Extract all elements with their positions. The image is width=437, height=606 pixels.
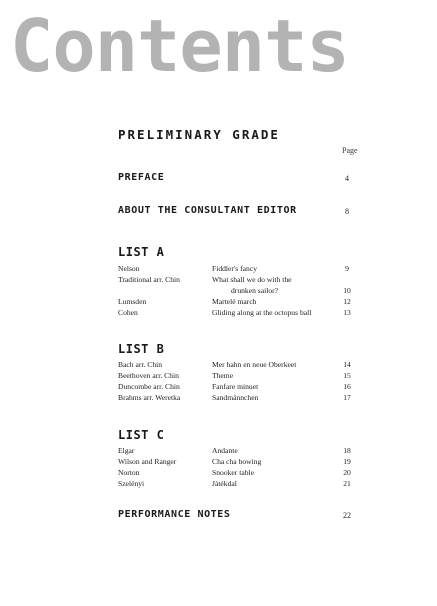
page-column-header: Page <box>342 146 358 155</box>
piece-title: Cha cha bowing <box>212 457 262 466</box>
list-item <box>118 478 358 489</box>
piece-title: Játékdal <box>212 479 237 488</box>
list-item <box>118 274 358 285</box>
page-number: 13 <box>343 308 351 317</box>
list-item <box>118 285 358 296</box>
consultant-editor-heading: ABOUT THE CONSULTANT EDITOR <box>118 205 297 216</box>
piece-title: Snooker table <box>212 468 254 477</box>
piece-title: Fiddler's fancy <box>212 264 258 273</box>
piece-title: Gliding along at the octopus ball <box>212 308 312 317</box>
composer: Beethoven arr. Chin <box>118 371 179 380</box>
composer: Elgar <box>118 446 135 455</box>
piece-title: Sandmännchen <box>212 393 259 402</box>
preface-heading: PREFACE <box>118 172 165 183</box>
list-item <box>118 359 358 370</box>
page-number: 15 <box>343 371 351 380</box>
page-number: 17 <box>343 393 351 402</box>
composer: Lumsden <box>118 297 147 306</box>
performance-notes-page-number: 22 <box>343 511 351 520</box>
composer: Norton <box>118 468 140 477</box>
piece-title: Fanfare minuet <box>212 382 259 391</box>
piece-title: Theme <box>212 371 234 380</box>
page-number: 19 <box>343 457 351 466</box>
piece-title: What shall we do with the <box>212 275 292 284</box>
piece-title: drunken sailor? <box>231 286 279 295</box>
composer: Duncombe arr. Chin <box>118 382 180 391</box>
piece-title: Martelé march <box>212 297 257 306</box>
page-number: 16 <box>343 382 351 391</box>
list-item <box>118 467 358 478</box>
page-number: 14 <box>343 360 351 369</box>
list-c-title: LIST C <box>118 428 165 442</box>
grade-heading: PRELIMINARY GRADE <box>118 127 280 142</box>
performance-notes-heading: PERFORMANCE NOTES <box>118 509 231 520</box>
page-number: 21 <box>343 479 351 488</box>
list-item <box>118 370 358 381</box>
composer: Brahms arr. Weretka <box>118 393 181 402</box>
composer: Nelson <box>118 264 140 273</box>
page-number: 20 <box>343 468 351 477</box>
page-number: 9 <box>345 264 349 273</box>
composer: Szelényi <box>118 479 145 488</box>
contents-title: Contents <box>10 4 349 88</box>
page-number: 18 <box>343 446 351 455</box>
composer: Traditional arr. Chin <box>118 275 180 284</box>
page-number: 10 <box>343 286 351 295</box>
list-item <box>118 392 358 403</box>
list-a-title: LIST A <box>118 245 165 259</box>
composer: Bach arr. Chin <box>118 360 163 369</box>
piece-title: Andante <box>212 446 238 455</box>
composer: Wilson and Ranger <box>118 457 177 466</box>
list-item <box>118 263 358 274</box>
list-item <box>118 296 358 307</box>
list-item <box>118 307 358 318</box>
piece-title: Mer hahn en neue Oberkeet <box>212 360 297 369</box>
consultant-editor-page-number: 8 <box>345 207 349 216</box>
preface-page-number: 4 <box>345 174 349 183</box>
list-item <box>118 445 358 456</box>
list-b-title: LIST B <box>118 342 165 356</box>
list-item <box>118 456 358 467</box>
list-item <box>118 381 358 392</box>
page-number: 12 <box>343 297 351 306</box>
composer: Cohen <box>118 308 138 317</box>
